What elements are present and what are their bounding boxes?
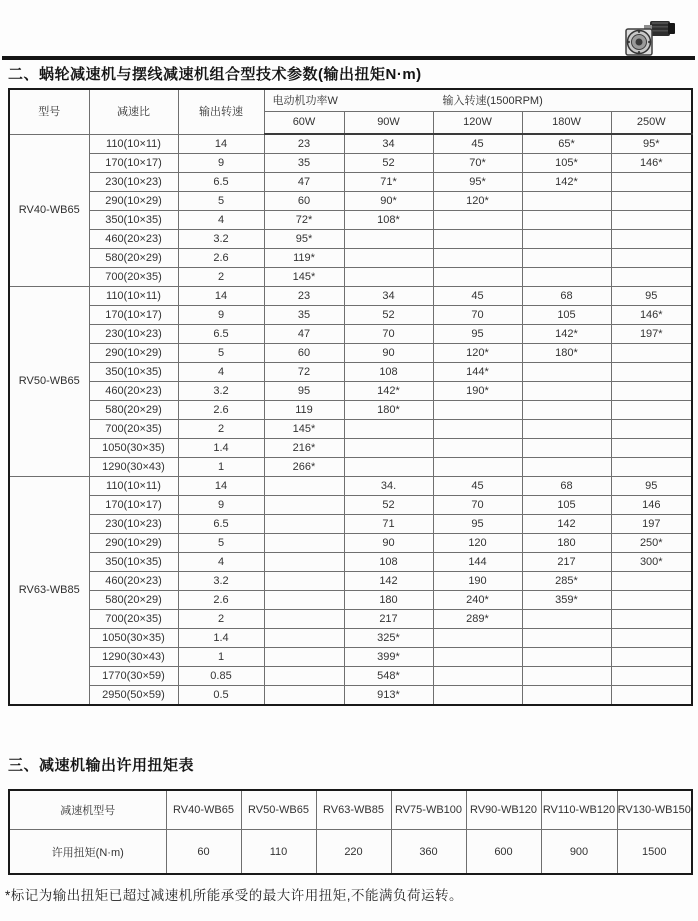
torque-value-cell: 180 (344, 591, 433, 610)
output-speed-cell: 2 (178, 610, 264, 629)
ratio-cell: 1290(30×43) (89, 458, 178, 477)
torque-value-cell: 95* (264, 230, 344, 249)
torque-value-cell (611, 667, 692, 686)
torque-value-cell: 120* (433, 192, 522, 211)
torque-value-cell (522, 268, 611, 287)
torque-value-cell: 34 (344, 134, 433, 154)
output-speed-cell: 4 (178, 363, 264, 382)
ratio-cell: 350(10×35) (89, 553, 178, 572)
ratio-cell: 1050(30×35) (89, 629, 178, 648)
ratio-cell: 110(10×11) (89, 287, 178, 306)
table-row (9, 268, 692, 287)
torque-value-cell: 95 (433, 325, 522, 344)
table-row (9, 211, 692, 230)
torque-value-cell: 120* (433, 344, 522, 363)
torque-value-cell: 47 (264, 325, 344, 344)
ratio-cell: 230(10×23) (89, 325, 178, 344)
torque-table-body (9, 790, 692, 874)
torque-value-cell (522, 686, 611, 706)
top-divider-rule (2, 56, 695, 60)
output-speed-cell: 4 (178, 211, 264, 230)
torque-value-cell: 45 (433, 134, 522, 154)
allowable-torque-value: 60 (166, 830, 241, 875)
torque-value-cell (611, 230, 692, 249)
ratio-cell: 460(20×23) (89, 230, 178, 249)
allowable-torque-value: 600 (466, 830, 541, 875)
table-row (9, 173, 692, 192)
torque-table-value-row (9, 830, 692, 875)
torque-value-cell (611, 344, 692, 363)
torque-value-cell (522, 382, 611, 401)
torque-value-cell (264, 686, 344, 706)
torque-value-cell (264, 572, 344, 591)
ratio-cell: 290(10×29) (89, 344, 178, 363)
worm-gearbox-photo-icon (614, 18, 680, 60)
model-column-header: RV110-WB120 (541, 790, 617, 830)
table-row (9, 477, 692, 496)
ratio-cell: 580(20×29) (89, 401, 178, 420)
output-speed-cell: 3.2 (178, 572, 264, 591)
torque-value-cell: 71 (344, 515, 433, 534)
torque-value-cell: 34 (344, 287, 433, 306)
section3-heading: 三、减速机输出许用扭矩表 (8, 757, 195, 774)
torque-value-cell (611, 268, 692, 287)
ratio-cell: 460(20×23) (89, 382, 178, 401)
model-label: RV40-WB65 (9, 134, 89, 287)
torque-value-cell: 23 (264, 287, 344, 306)
torque-value-cell: 90 (344, 344, 433, 363)
torque-value-cell: 35 (264, 306, 344, 325)
table-header-row (9, 89, 692, 112)
torque-value-cell: 70 (433, 496, 522, 515)
torque-value-cell (522, 629, 611, 648)
torque-value-cell: 359* (522, 591, 611, 610)
ratio-cell: 580(20×29) (89, 249, 178, 268)
output-speed-cell: 9 (178, 154, 264, 173)
torque-value-cell (264, 629, 344, 648)
col-header-output-speed: 输出转速 (178, 89, 264, 134)
model-column-header: RV130-WB150 (617, 790, 692, 830)
footnote: *标记为输出扭矩已超过减速机所能承受的最大许用扭矩,不能满负荷运转。 (5, 888, 464, 903)
output-speed-cell: 1.4 (178, 439, 264, 458)
torque-value-cell: 285* (522, 572, 611, 591)
table-row (9, 572, 692, 591)
torque-value-cell: 68 (522, 477, 611, 496)
torque-value-cell: 52 (344, 306, 433, 325)
torque-value-cell (611, 629, 692, 648)
combo-parameters-table (8, 88, 693, 706)
table-row (9, 439, 692, 458)
torque-value-cell (344, 420, 433, 439)
torque-value-cell (522, 211, 611, 230)
torque-value-cell (522, 401, 611, 420)
torque-value-cell (433, 268, 522, 287)
ratio-cell: 170(10×17) (89, 154, 178, 173)
torque-value-cell: 144 (433, 553, 522, 572)
table-row (9, 154, 692, 173)
output-speed-cell: 6.5 (178, 173, 264, 192)
torque-value-cell (522, 648, 611, 667)
torque-value-cell: 217 (344, 610, 433, 629)
torque-value-cell: 180* (344, 401, 433, 420)
table-row (9, 363, 692, 382)
table-row (9, 420, 692, 439)
torque-value-cell: 23 (264, 134, 344, 154)
torque-value-cell: 120 (433, 534, 522, 553)
ratio-cell: 1290(30×43) (89, 648, 178, 667)
table-row (9, 287, 692, 306)
ratio-cell: 580(20×29) (89, 591, 178, 610)
ratio-cell: 700(20×35) (89, 268, 178, 287)
torque-value-cell (433, 420, 522, 439)
table-row (9, 306, 692, 325)
torque-value-cell: 240* (433, 591, 522, 610)
allowable-torque-value: 1500 (617, 830, 692, 875)
output-speed-cell: 0.5 (178, 686, 264, 706)
input-speed-label: 输入转速(1500RPM) (442, 94, 543, 107)
torque-value-cell: 105* (522, 154, 611, 173)
torque-value-cell: 52 (344, 496, 433, 515)
ratio-cell: 350(10×35) (89, 211, 178, 230)
table-row (9, 496, 692, 515)
torque-value-cell: 190* (433, 382, 522, 401)
torque-value-cell (611, 382, 692, 401)
torque-value-cell: 142 (344, 572, 433, 591)
table-row (9, 382, 692, 401)
col-header-power-group (264, 89, 692, 112)
ratio-cell: 170(10×17) (89, 306, 178, 325)
ratio-cell: 2950(50×59) (89, 686, 178, 706)
table-row (9, 534, 692, 553)
torque-value-cell: 145* (264, 268, 344, 287)
torque-value-cell (611, 192, 692, 211)
table-row (9, 553, 692, 572)
torque-value-cell (264, 553, 344, 572)
allowable-torque-value: 900 (541, 830, 617, 875)
torque-value-cell: 65* (522, 134, 611, 154)
ratio-cell: 290(10×29) (89, 192, 178, 211)
torque-value-cell: 289* (433, 610, 522, 629)
output-speed-cell: 14 (178, 477, 264, 496)
torque-value-cell (433, 667, 522, 686)
torque-value-cell: 197 (611, 515, 692, 534)
torque-value-cell: 142* (344, 382, 433, 401)
torque-value-cell: 180* (522, 344, 611, 363)
ratio-cell: 700(20×35) (89, 610, 178, 629)
torque-value-cell (344, 458, 433, 477)
torque-value-cell: 47 (264, 173, 344, 192)
output-speed-cell: 1 (178, 648, 264, 667)
allowable-torque-value: 110 (241, 830, 316, 875)
torque-value-cell: 95 (611, 477, 692, 496)
torque-value-cell (433, 401, 522, 420)
torque-value-cell: 300* (611, 553, 692, 572)
torque-value-cell (264, 648, 344, 667)
torque-value-cell: 266* (264, 458, 344, 477)
torque-table-header-row (9, 790, 692, 830)
torque-value-cell: 95 (433, 515, 522, 534)
torque-value-cell (433, 230, 522, 249)
torque-value-cell: 70* (433, 154, 522, 173)
torque-value-cell (264, 534, 344, 553)
output-speed-cell: 2.6 (178, 591, 264, 610)
torque-value-cell: 142* (522, 173, 611, 192)
table-row (9, 686, 692, 706)
output-speed-cell: 9 (178, 306, 264, 325)
torque-value-cell: 142 (522, 515, 611, 534)
torque-value-cell: 548* (344, 667, 433, 686)
combo-table-head (9, 89, 692, 134)
table-row (9, 667, 692, 686)
output-speed-cell: 2.6 (178, 249, 264, 268)
torque-value-cell: 108* (344, 211, 433, 230)
output-speed-cell: 6.5 (178, 325, 264, 344)
table-row (9, 344, 692, 363)
torque-value-cell: 70 (344, 325, 433, 344)
torque-value-cell: 90 (344, 534, 433, 553)
torque-value-cell (433, 249, 522, 268)
torque-value-cell: 197* (611, 325, 692, 344)
torque-value-cell: 70 (433, 306, 522, 325)
table-row (9, 515, 692, 534)
torque-value-cell: 60 (264, 344, 344, 363)
ratio-cell: 700(20×35) (89, 420, 178, 439)
power-column-header: 180W (522, 112, 611, 135)
power-column-header: 120W (433, 112, 522, 135)
table-row (9, 458, 692, 477)
torque-value-cell (522, 363, 611, 382)
model-column-header: RV40-WB65 (166, 790, 241, 830)
output-speed-cell: 14 (178, 134, 264, 154)
table-row (9, 591, 692, 610)
torque-value-cell: 146 (611, 496, 692, 515)
torque-value-cell (433, 439, 522, 458)
torque-value-cell (264, 591, 344, 610)
table-row (9, 629, 692, 648)
torque-value-cell (433, 648, 522, 667)
power-column-header: 90W (344, 112, 433, 135)
torque-value-cell (611, 420, 692, 439)
ratio-cell: 110(10×11) (89, 477, 178, 496)
torque-value-cell (522, 420, 611, 439)
torque-value-cell: 90* (344, 192, 433, 211)
torque-value-cell: 146* (611, 154, 692, 173)
torque-value-cell (433, 211, 522, 230)
torque-value-cell (344, 268, 433, 287)
table-row (9, 325, 692, 344)
table-row (9, 134, 692, 154)
torque-value-cell: 60 (264, 192, 344, 211)
col-header-model: 型号 (9, 89, 89, 134)
allowable-torque-value: 220 (316, 830, 391, 875)
allowable-torque-value: 360 (391, 830, 466, 875)
table-row (9, 648, 692, 667)
torque-value-cell: 325* (344, 629, 433, 648)
torque-value-cell: 72 (264, 363, 344, 382)
torque-value-cell: 119 (264, 401, 344, 420)
model-column-header: RV75-WB100 (391, 790, 466, 830)
power-column-header: 250W (611, 112, 692, 135)
torque-value-cell: 95 (264, 382, 344, 401)
torque-value-cell: 45 (433, 287, 522, 306)
torque-value-cell: 52 (344, 154, 433, 173)
torque-value-cell (344, 439, 433, 458)
torque-value-cell: 180 (522, 534, 611, 553)
ratio-cell: 230(10×23) (89, 515, 178, 534)
output-speed-cell: 1.4 (178, 629, 264, 648)
torque-value-cell (611, 610, 692, 629)
torque-value-cell: 45 (433, 477, 522, 496)
output-speed-cell: 9 (178, 496, 264, 515)
torque-value-cell: 250* (611, 534, 692, 553)
table-row (9, 249, 692, 268)
table-row (9, 192, 692, 211)
power-column-header: 60W (264, 112, 344, 135)
torque-value-cell: 72* (264, 211, 344, 230)
torque-value-cell: 95 (611, 287, 692, 306)
torque-value-cell: 190 (433, 572, 522, 591)
torque-value-cell (522, 667, 611, 686)
torque-value-cell: 105 (522, 496, 611, 515)
model-label: RV50-WB65 (9, 287, 89, 477)
model-label: RV63-WB85 (9, 477, 89, 706)
torque-value-cell (344, 249, 433, 268)
torque-value-cell: 216* (264, 439, 344, 458)
torque-value-cell: 35 (264, 154, 344, 173)
section2-heading: 二、蜗轮减速机与摆线减速机组合型技术参数(输出扭矩N·m) (8, 66, 422, 83)
torque-value-cell: 144* (433, 363, 522, 382)
torque-value-cell (264, 496, 344, 515)
output-speed-cell: 5 (178, 192, 264, 211)
torque-value-cell (433, 458, 522, 477)
output-speed-cell: 2 (178, 420, 264, 439)
col-header-ratio: 减速比 (89, 89, 178, 134)
output-speed-cell: 4 (178, 553, 264, 572)
torque-table-row-label: 许用扭矩(N·m) (9, 830, 166, 875)
torque-value-cell (611, 173, 692, 192)
ratio-cell: 460(20×23) (89, 572, 178, 591)
torque-value-cell (264, 610, 344, 629)
torque-value-cell (522, 230, 611, 249)
torque-value-cell (522, 249, 611, 268)
ratio-cell: 1770(30×59) (89, 667, 178, 686)
torque-value-cell: 142* (522, 325, 611, 344)
torque-value-cell (433, 629, 522, 648)
ratio-cell: 290(10×29) (89, 534, 178, 553)
table-row (9, 610, 692, 629)
torque-value-cell: 399* (344, 648, 433, 667)
combo-table-body (9, 134, 692, 705)
torque-value-cell: 913* (344, 686, 433, 706)
torque-value-cell: 68 (522, 287, 611, 306)
torque-value-cell (611, 572, 692, 591)
output-speed-cell: 5 (178, 344, 264, 363)
torque-value-cell: 145* (264, 420, 344, 439)
output-speed-cell: 1 (178, 458, 264, 477)
model-column-header: RV90-WB120 (466, 790, 541, 830)
ratio-cell: 110(10×11) (89, 134, 178, 154)
torque-value-cell (611, 686, 692, 706)
torque-value-cell (522, 610, 611, 629)
torque-value-cell: 108 (344, 553, 433, 572)
ratio-cell: 230(10×23) (89, 173, 178, 192)
torque-value-cell (264, 667, 344, 686)
torque-value-cell (611, 363, 692, 382)
torque-value-cell: 95* (611, 134, 692, 154)
torque-value-cell (522, 192, 611, 211)
table-row (9, 401, 692, 420)
torque-value-cell (264, 477, 344, 496)
torque-value-cell (522, 458, 611, 477)
torque-value-cell (611, 458, 692, 477)
torque-value-cell: 95* (433, 173, 522, 192)
ratio-cell: 350(10×35) (89, 363, 178, 382)
torque-value-cell (433, 686, 522, 706)
table-row (9, 230, 692, 249)
ratio-cell: 170(10×17) (89, 496, 178, 515)
output-speed-cell: 14 (178, 287, 264, 306)
torque-value-cell (611, 439, 692, 458)
torque-value-cell: 34. (344, 477, 433, 496)
output-speed-cell: 6.5 (178, 515, 264, 534)
output-speed-cell: 0.85 (178, 667, 264, 686)
torque-value-cell (264, 515, 344, 534)
model-column-header: RV63-WB85 (316, 790, 391, 830)
torque-value-cell (611, 211, 692, 230)
torque-value-cell: 146* (611, 306, 692, 325)
torque-value-cell (522, 439, 611, 458)
allowable-torque-table (8, 789, 693, 875)
output-speed-cell: 5 (178, 534, 264, 553)
output-speed-cell: 2.6 (178, 401, 264, 420)
output-speed-cell: 3.2 (178, 382, 264, 401)
torque-value-cell: 108 (344, 363, 433, 382)
torque-value-cell: 119* (264, 249, 344, 268)
torque-value-cell (611, 249, 692, 268)
output-speed-cell: 3.2 (178, 230, 264, 249)
model-column-header: RV50-WB65 (241, 790, 316, 830)
torque-value-cell (611, 591, 692, 610)
torque-value-cell (611, 648, 692, 667)
torque-value-cell (344, 230, 433, 249)
torque-value-cell (611, 401, 692, 420)
torque-value-cell: 71* (344, 173, 433, 192)
output-speed-cell: 2 (178, 268, 264, 287)
torque-table-row-label: 减速机型号 (9, 790, 166, 830)
torque-value-cell: 105 (522, 306, 611, 325)
motor-power-label: 电动机功率W (272, 94, 338, 107)
torque-value-cell: 217 (522, 553, 611, 572)
ratio-cell: 1050(30×35) (89, 439, 178, 458)
